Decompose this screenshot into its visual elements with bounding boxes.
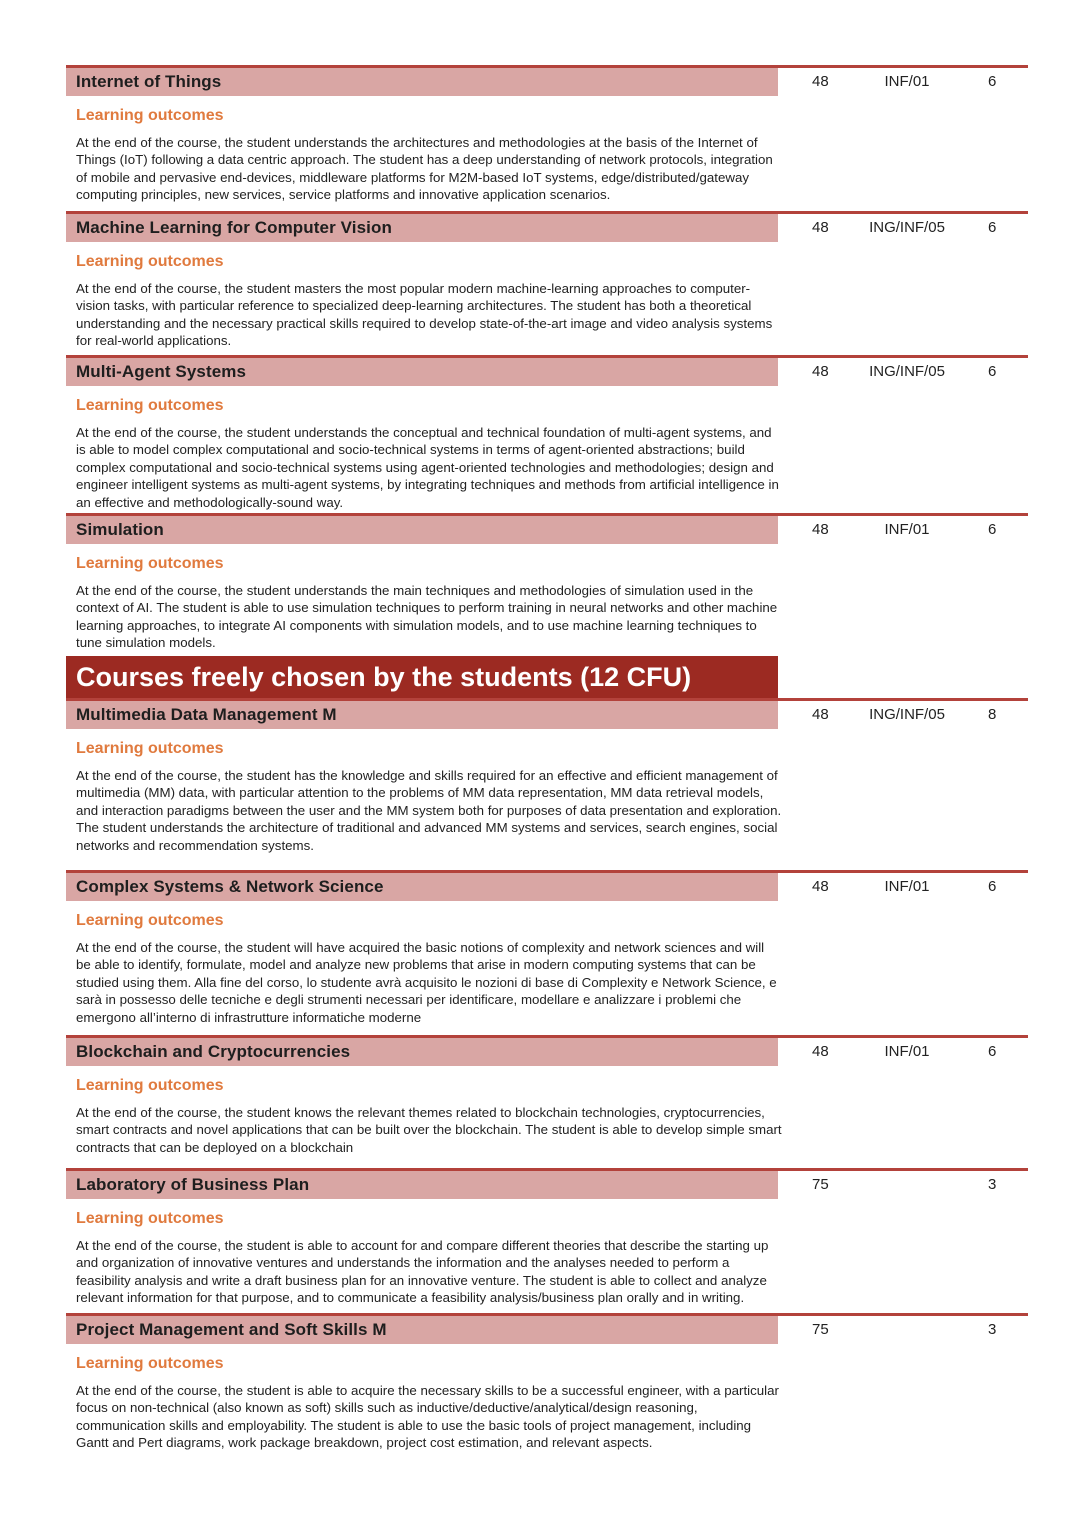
course-hours: 48: [812, 878, 829, 895]
course-hours: 48: [812, 363, 829, 380]
course-cfu: 8: [988, 706, 997, 723]
course-description: At the end of the course, the student will have acquired the basic notions of complexity and network sciences and will be able to identify, formulate, model and analyze new problems that arise in modern computing systems that can be studied using them. Alla fine del corso, lo studente avrà acquisito le nozioni di base di Complexity e Network Science, e sarà in possesso delle tecniche e degli strumenti necessari per identificare, modellare e analizzare i problemi che emergono all’interno di infrastrutture informatiche moderne: [76, 940, 777, 1025]
course-ssd: [856, 1316, 958, 1344]
course-hours: 75: [812, 1321, 829, 1338]
course-cfu: 6: [988, 219, 997, 236]
course-description: At the end of the course, the student understands the architectures and methodologies at the basis of the Internet of Things (IoT) following a data centric approach. The student has a deep understanding of network protocols, integration of mobile and pervasive end-devices, middleware platforms for M2M-based IoT systems, edge/distributed/gateway computing principles, new services, service platforms and innovative application scenarios.: [76, 135, 773, 203]
course-ssd: INF/01: [884, 1043, 930, 1060]
course-title: Simulation: [66, 516, 778, 544]
course-block: [66, 1168, 1028, 1313]
course-cfu: 6: [988, 521, 997, 538]
course-ssd: [856, 1171, 958, 1199]
course-cfu: 3: [988, 1176, 997, 1193]
learning-outcomes-label: Learning outcomes: [76, 253, 224, 270]
course-cfu: 6: [988, 363, 997, 380]
learning-outcomes-label: Learning outcomes: [76, 740, 224, 757]
course-ssd: INF/01: [884, 878, 930, 895]
course-ssd: INF/01: [884, 73, 930, 90]
course-ssd: ING/INF/05: [869, 706, 945, 723]
course-description: At the end of the course, the student understands the conceptual and technical foundation of multi-agent systems, and is able to model complex computational and socio-technical systems in terms of agent-oriented abstractions; build complex computational and socio-technical systems using agent-oriented technologies and methodologies; design and engineer intelligent systems as multi-agent systems, by integrating techniques and methods from artificial intelligence in an effective and methodologically-sound way.: [76, 425, 779, 510]
course-title: Complex Systems & Network Science: [66, 873, 778, 901]
course-block: [66, 65, 1028, 210]
course-hours: 48: [812, 219, 829, 236]
course-block: [66, 1313, 1028, 1463]
course-block: [66, 870, 1028, 1034]
course-title: Multi-Agent Systems: [66, 358, 778, 386]
learning-outcomes-label: Learning outcomes: [76, 107, 224, 124]
learning-outcomes-label: Learning outcomes: [76, 1210, 224, 1227]
course-ssd: INF/01: [884, 521, 930, 538]
course-block: [66, 698, 1028, 868]
course-description: At the end of the course, the student is able to account for and compare different theories that describe the starting up and organization of innovative ventures and understands the information and the analyses needed to perform a feasibility analysis and write a draft business plan for an innovative venture. The student is able to collect and analyze relevant information for that purpose, and to communicate a feasibility analysis/business plan orally and in writing.: [76, 1238, 769, 1306]
course-cfu: 6: [988, 878, 997, 895]
course-title: Internet of Things: [66, 68, 778, 96]
course-ssd: ING/INF/05: [869, 219, 945, 236]
course-cfu: 6: [988, 1043, 997, 1060]
course-title: Multimedia Data Management M: [66, 701, 778, 729]
course-ssd: ING/INF/05: [869, 363, 945, 380]
course-description: At the end of the course, the student understands the main techniques and methodologies of simulation used in the context of AI. The student is able to use simulation techniques to perform training in neural networks and other machine learning approaches, to integrate AI components with simulation models, and to use machine learning techniques to tune simulation models.: [76, 583, 778, 651]
course-description: At the end of the course, the student has the knowledge and skills required for an effective and efficient management of multimedia (MM) data, with particular attention to the problems of MM data representation, MM data retrieval models, and interaction paradigms between the user and the MM system both for purposes of data presentation and exploration. The student understands the architecture of traditional and advanced MM systems and services, search engines, social networks and recommendation systems.: [76, 768, 782, 853]
course-block: [66, 1035, 1028, 1167]
course-title: Laboratory of Business Plan: [66, 1171, 778, 1199]
learning-outcomes-label: Learning outcomes: [76, 397, 224, 414]
course-block: [66, 355, 1028, 513]
course-cfu: 6: [988, 73, 997, 90]
learning-outcomes-label: Learning outcomes: [76, 1077, 224, 1094]
course-description: At the end of the course, the student is able to acquire the necessary skills to be a successful engineer, with a particular focus on non-technical (also known as soft) skills such as inductive/deductive/analytical/design reasoning, communication skills and employability. The student is able to use the basic tools of project management, including Gantt and Pert diagrams, work package breakdown, project cost estimation, and relevant aspects.: [76, 1383, 779, 1451]
course-hours: 48: [812, 521, 829, 538]
course-hours: 48: [812, 706, 829, 723]
course-block: [66, 513, 1028, 653]
course-cfu: 3: [988, 1321, 997, 1338]
course-title: Blockchain and Cryptocurrencies: [66, 1038, 778, 1066]
course-description: At the end of the course, the student masters the most popular modern machine-learning approaches to computer-vision tasks, with particular reference to specialized deep-learning architectures. The student has both a theoretical understanding and the necessary practical skills required to develop state-of-the-art image and video analysis systems for real-world applications.: [76, 281, 773, 349]
course-hours: 48: [812, 73, 829, 90]
course-title: Machine Learning for Computer Vision: [66, 214, 778, 242]
section-heading: Courses freely chosen by the students (12 CFU): [66, 656, 778, 699]
learning-outcomes-label: Learning outcomes: [76, 1355, 224, 1372]
learning-outcomes-label: Learning outcomes: [76, 555, 224, 572]
course-hours: 48: [812, 1043, 829, 1060]
course-hours: 75: [812, 1176, 829, 1193]
learning-outcomes-label: Learning outcomes: [76, 912, 224, 929]
course-title: Project Management and Soft Skills M: [66, 1316, 778, 1344]
course-block: [66, 211, 1028, 354]
course-description: At the end of the course, the student knows the relevant themes related to blockchain technologies, cryptocurrencies, smart contracts and novel applications that can be built over the blockchain. The student is able to develop simple smart contracts that can be deployed on a blockchain: [76, 1105, 782, 1155]
